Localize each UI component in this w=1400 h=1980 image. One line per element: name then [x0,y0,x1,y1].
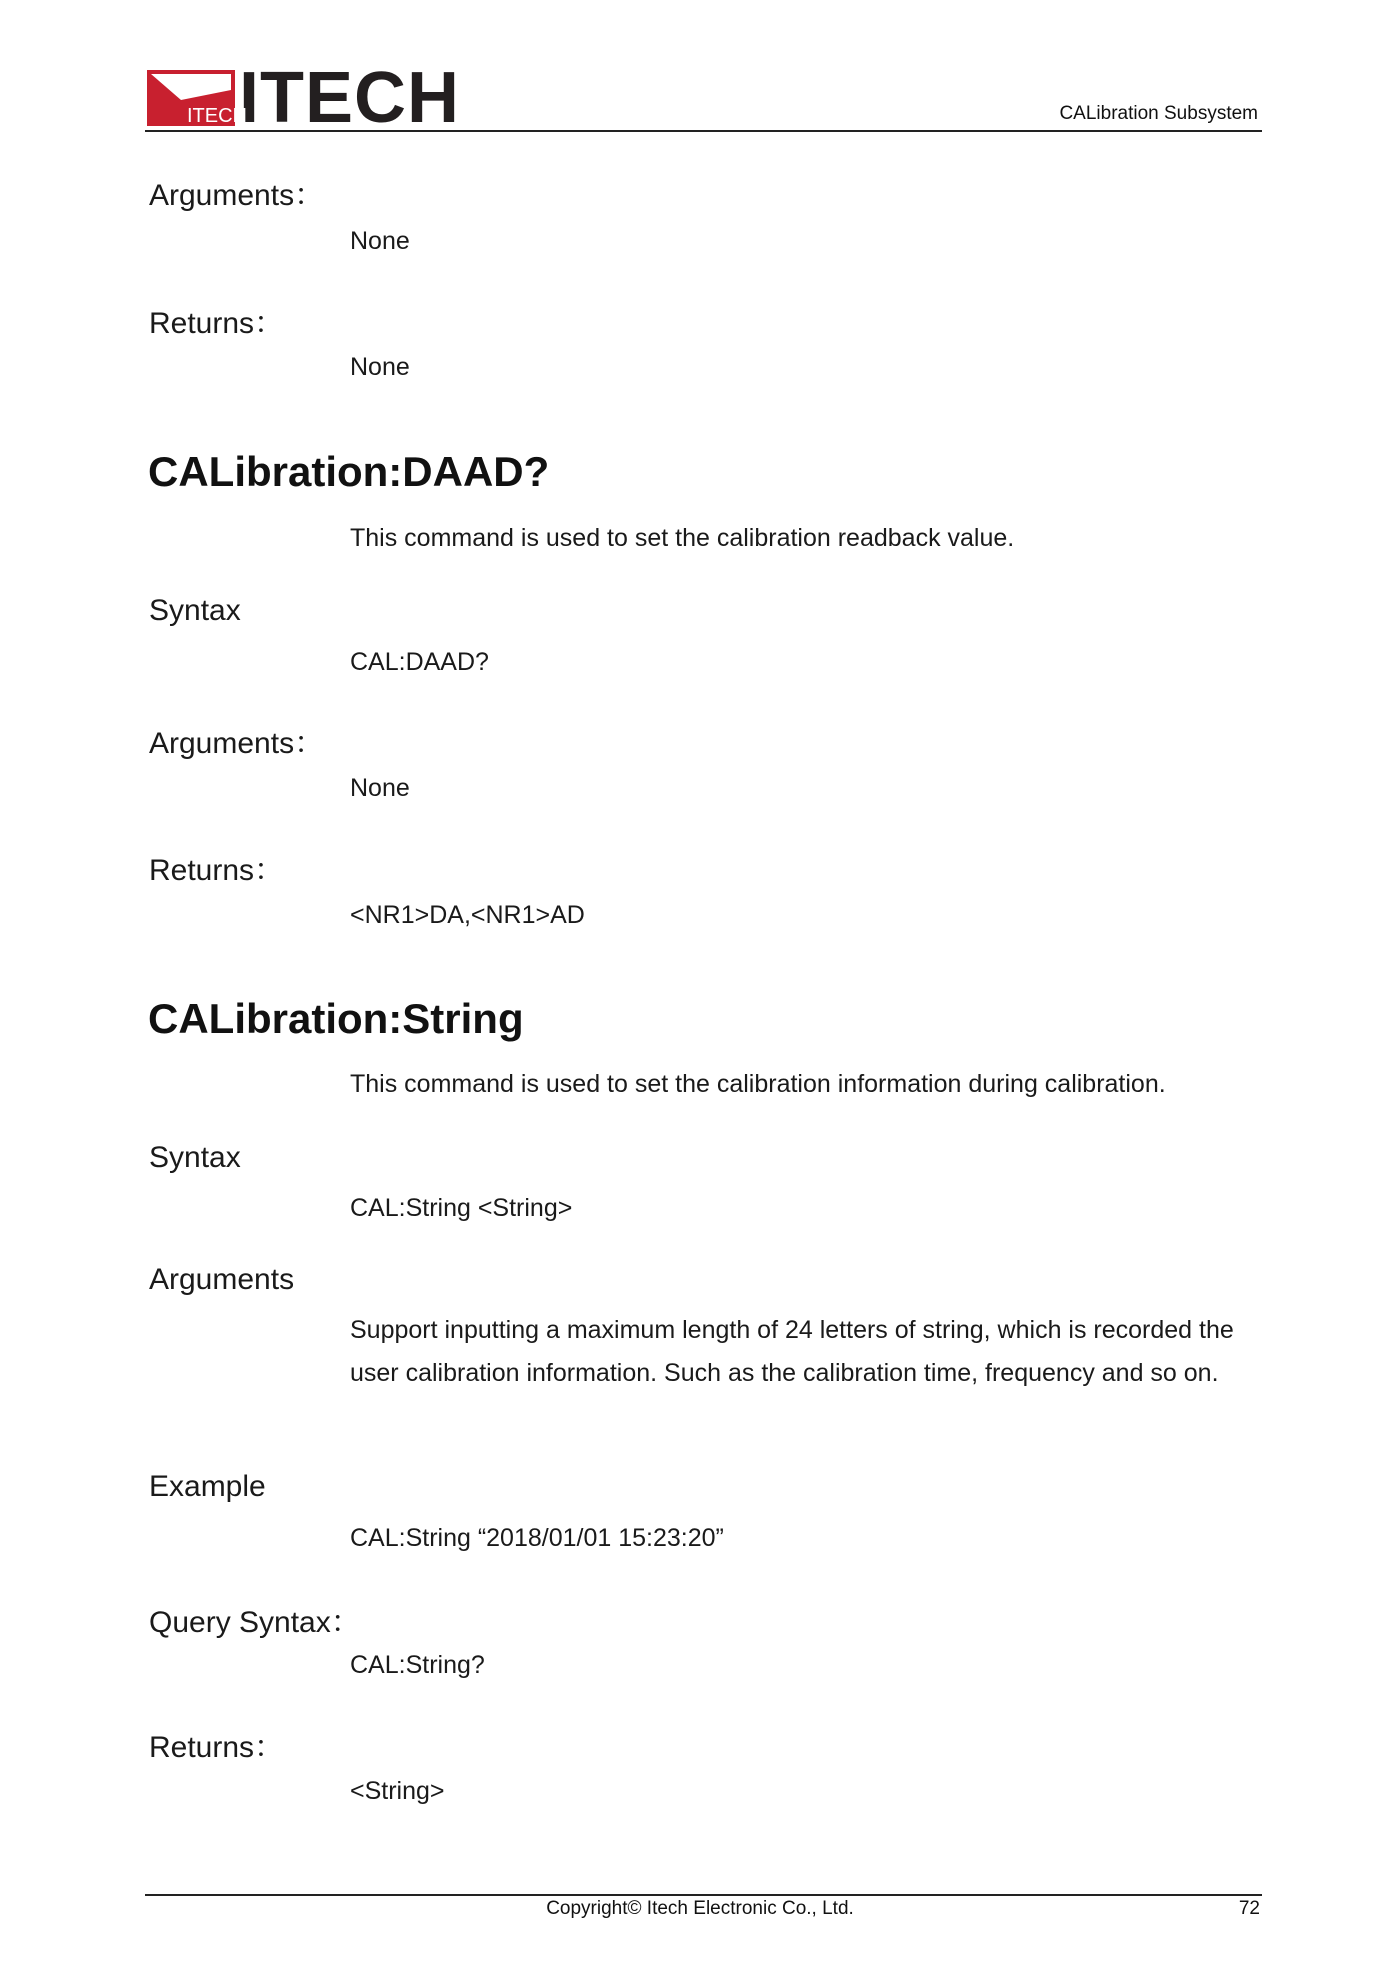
string-arguments-label: Arguments [149,1263,295,1296]
daad-heading: CALibration:DAAD? [148,448,550,495]
footer-divider [145,1894,1262,1896]
string-returns-label: Returns： [149,1731,285,1764]
itech-logo [147,58,460,138]
daad-returns-value: <NR1>DA,<NR1>AD [350,901,585,929]
section-title: CALibration Subsystem [1059,103,1258,124]
arguments-value: None [350,227,410,255]
string-description: This command is used to set the calibration information during calibration. [350,1070,1166,1098]
string-returns-value: <String> [350,1777,445,1805]
daad-returns-label: Returns： [149,854,285,887]
string-query-value: CAL:String? [350,1651,485,1679]
string-example-label: Example [149,1470,266,1503]
daad-syntax-label: Syntax [149,594,241,627]
string-heading: CALibration:String [148,995,524,1042]
logo-wordmark: ITECH [239,58,460,138]
footer-copyright: Copyright© Itech Electronic Co., Ltd. [546,1898,854,1919]
page-header [145,58,1262,138]
arguments-label: Arguments： [149,179,325,212]
daad-arguments-value: None [350,774,410,802]
logo-small-text: ITECH [187,105,247,127]
returns-value: None [350,353,410,381]
daad-syntax-value: CAL:DAAD? [350,648,489,676]
string-example-value: CAL:String “2018/01/01 15:23:20” [350,1524,724,1552]
string-query-label: Query Syntax： [149,1606,361,1639]
string-syntax-value: CAL:String <String> [350,1194,573,1222]
daad-description: This command is used to set the calibration readback value. [350,524,1015,552]
string-syntax-label: Syntax [149,1141,241,1174]
returns-label: Returns： [149,307,285,340]
logo-mark-icon [147,70,247,127]
page-number: 72 [1238,1898,1260,1919]
daad-arguments-label: Arguments： [149,727,325,760]
string-arguments-value: Support inputting a maximum length of 24 letters of string, which is recorded the user calibration information. Such as the calibration time, frequency and so on. [350,1316,1234,1387]
